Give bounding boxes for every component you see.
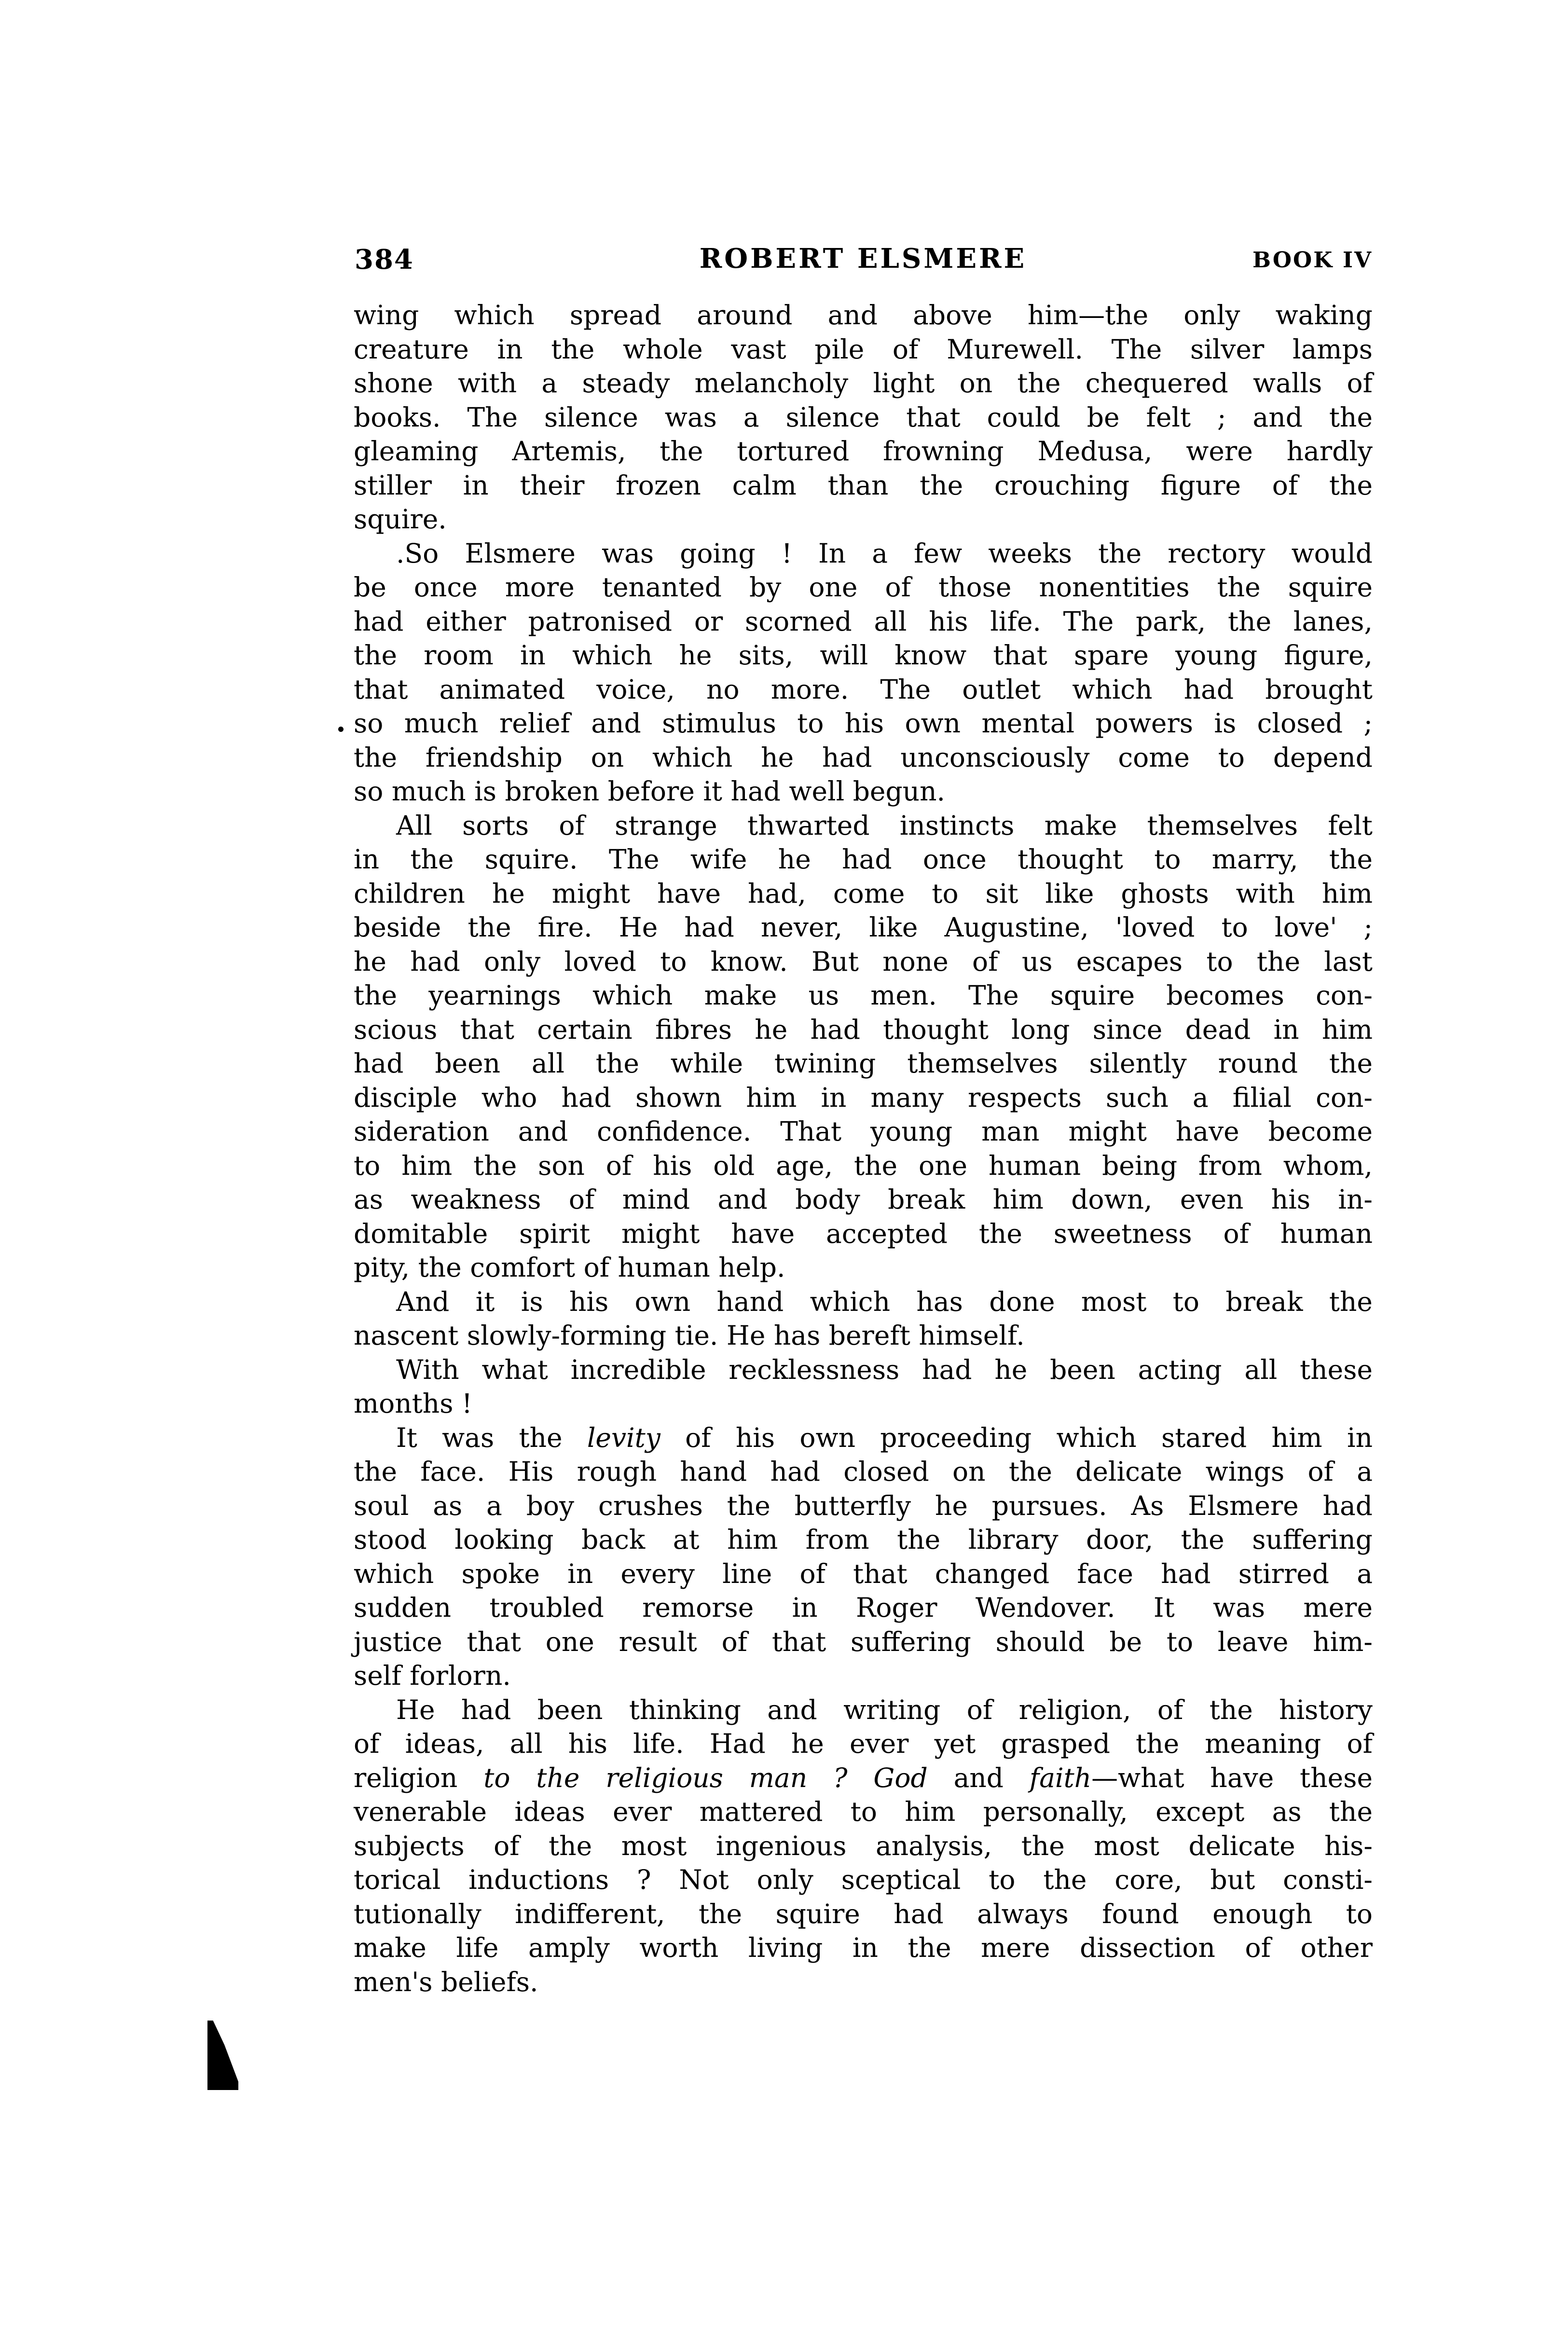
text-run: the friendship on which he had unconsciously come to depend [354,742,1373,773]
text-run: stiller in their frozen calm than the crouching figure of the [354,469,1373,501]
text-run: of ideas, all his life. Had he ever yet grasped the meaning of [354,1728,1373,1759]
text-run: the face. His rough hand had closed on the delicate wings of a [354,1456,1373,1487]
text-line [354,1523,1373,1557]
text-line [354,1013,1373,1047]
book-number-label: BOOK IV [1252,247,1373,273]
text-run: and [927,1762,1030,1793]
italic-text-run: God [873,1762,928,1793]
paragraph [354,298,1373,536]
page-header [354,243,1373,277]
text-run: as weakness of mind and body break him down, even his in- [354,1184,1373,1215]
text-run: had either patronised or scorned all his life. The park, the lanes, [354,605,1373,637]
text-line [354,298,1373,332]
text-line [354,673,1373,707]
text-run: disciple who had shown him in many respects such a filial con- [354,1082,1373,1113]
text-run: He had been thinking and writing of religion, of the history [396,1694,1373,1725]
text-run: torical inductions ? Not only sceptical to the core, but consti- [354,1864,1373,1895]
text-run: children he might have had, come to sit like ghosts with him [354,878,1373,909]
paragraph [354,1693,1373,1999]
text-block [354,298,1373,1999]
text-run: scious that certain fibres he had thought long since dead in him [354,1014,1373,1045]
text-run: squire. [354,504,447,535]
text-run: —what have these [1091,1762,1373,1793]
italic-text-run: to the religious man ? [483,1762,848,1793]
text-line [354,1965,1373,1999]
text-run: nascent slowly-forming tie. He has bereft himself. [354,1320,1025,1351]
text-line [354,1387,1373,1421]
text-line [354,1693,1373,1727]
text-line [354,1081,1373,1115]
italic-text-run: levity [587,1422,660,1453]
text-run: the yearnings which make us men. The squire becomes con- [354,980,1373,1011]
text-line [354,842,1373,877]
text-run: domitable spirit might have accepted the sweetness of human [354,1218,1373,1249]
text-run: justice that one result of that suffering should be to leave him- [354,1626,1373,1657]
text-line [354,1149,1373,1183]
text-line [354,1285,1373,1319]
paragraph [354,809,1373,1285]
text-run: so much is broken before it had well begun. [354,776,946,807]
text-line [354,468,1373,503]
paragraph [354,1285,1373,1353]
text-run: self forlorn. [354,1660,511,1691]
paragraph [354,1421,1373,1693]
text-run: soul as a boy crushes the butterfly he pursues. As Elsmere had [354,1490,1373,1521]
text-run: sudden troubled remorse in Roger Wendover. It was mere [354,1592,1373,1623]
italic-text-run: faith [1029,1762,1092,1793]
text-run: the room in which he sits, will know that spare young figure, [354,640,1373,671]
text-run: beside the fire. He had never, like Augustine, 'loved to love' ; [354,912,1373,943]
text-line [354,774,1373,809]
text-line [354,1863,1373,1897]
text-run: of his own proceeding which stared him in [660,1422,1373,1453]
text-run: With what incredible recklessness had he been acting all these [396,1354,1373,1385]
text-line [354,605,1373,639]
text-line [354,1489,1373,1523]
text-run: books. The silence was a silence that could be felt ; and the [354,401,1373,433]
text-run: pity, the comfort of human help. [354,1252,785,1283]
page-number: 384 [355,244,414,275]
text-run: And it is his own hand which has done most to break the [396,1286,1373,1317]
text-run: venerable ideas ever mattered to him personally, except as the [354,1796,1373,1827]
text-line [354,741,1373,775]
text-line [354,638,1373,673]
text-line [354,536,1373,571]
margin-dot-artifact [338,727,344,732]
text-line [354,1046,1373,1081]
text-run: sideration and confidence. That young man might have become [354,1116,1373,1147]
text-line [354,366,1373,400]
paragraph [354,1353,1373,1421]
text-run: religion [354,1762,484,1793]
text-line [354,1795,1373,1829]
ink-blot-artifact [207,2021,238,2090]
text-line [354,1251,1373,1285]
text-line [354,1727,1373,1761]
text-line [354,1659,1373,1693]
text-run: .So Elsmere was going ! In a few weeks the rectory would [396,537,1373,569]
text-line [354,1421,1373,1455]
text-line [354,1217,1373,1251]
text-line [354,1625,1373,1659]
text-line [354,1114,1373,1149]
text-line [354,1455,1373,1489]
text-line [354,570,1373,605]
text-line [354,910,1373,945]
text-line [354,332,1373,367]
text-line [354,1829,1373,1863]
text-run: to him the son of his old age, the one human being from whom, [354,1150,1373,1181]
text-line [354,978,1373,1013]
text-line [354,1183,1373,1217]
text-run: subjects of the most ingenious analysis, the most delicate his- [354,1830,1373,1861]
text-line [354,706,1373,741]
text-line [354,809,1373,843]
text-line [354,877,1373,911]
running-title: ROBERT ELSMERE [699,243,1027,275]
text-run: shone with a steady melancholy light on the chequered walls of [354,368,1373,399]
text-line [354,945,1373,979]
text-line [354,502,1373,536]
text-run: be once more tenanted by one of those nonentities the squire [354,572,1373,603]
text-line [354,1353,1373,1387]
text-run: which spoke in every line of that changed face had stirred a [354,1558,1373,1589]
text-run: had been all the while twining themselves silently round the [354,1048,1373,1079]
text-line [354,1319,1373,1353]
text-line [354,1931,1373,1965]
text-run: that animated voice, no more. The outlet which had brought [354,674,1373,705]
text-line [354,1591,1373,1625]
text-run: make life amply worth living in the mere dissection of other [354,1932,1373,1963]
text-run: gleaming Artemis, the tortured frowning Medusa, were hardly [354,436,1373,467]
text-run: he had only loved to know. But none of us escapes to the last [354,946,1373,977]
text-run [848,1762,874,1793]
text-run: in the squire. The wife he had once thought to marry, the [354,844,1373,875]
text-run: tutionally indifferent, the squire had always found enough to [354,1898,1373,1929]
text-line [354,1897,1373,1931]
text-run: All sorts of strange thwarted instincts make themselves felt [396,810,1373,841]
text-line [354,1557,1373,1591]
text-line [354,434,1373,468]
text-run: months ! [354,1388,473,1419]
text-run: creature in the whole vast pile of Murewell. The silver lamps [354,333,1373,365]
text-run: wing which spread around and above him—the only waking [354,300,1373,330]
text-line [354,400,1373,435]
text-run: men's beliefs. [354,1966,538,1997]
text-run: so much relief and stimulus to his own mental powers is closed ; [354,708,1373,739]
text-run: It was the [396,1422,587,1453]
paragraph [354,536,1373,809]
text-run: stood looking back at him from the library door, the suffering [354,1524,1373,1555]
text-line [354,1761,1373,1795]
